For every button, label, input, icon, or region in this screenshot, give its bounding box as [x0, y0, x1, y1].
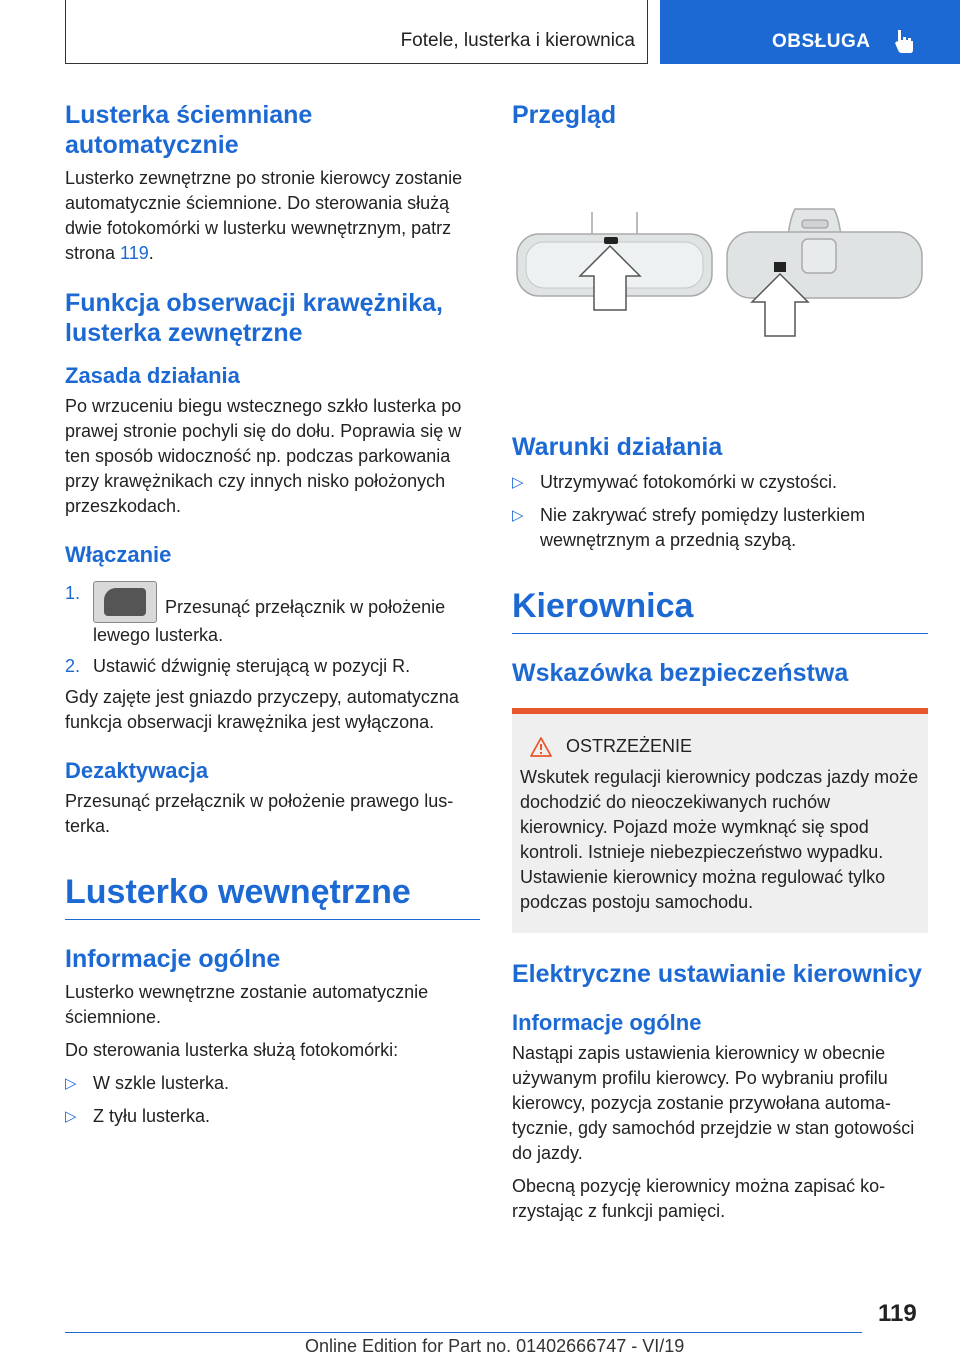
footer-edition: Online Edition for Part no. 01402666747 - VI/19 [305, 1336, 685, 1356]
warning-triangle-icon [530, 737, 552, 757]
right-column [512, 100, 928, 1224]
page-number: 119 [878, 1300, 917, 1327]
photocell-rear-icon [774, 262, 786, 272]
paragraph-memory-function: Obecną pozycję kierownicy można zapisać korzystając z funkcji pamięci. [512, 1176, 886, 1221]
subheading-general-info: Informacje ogólne [512, 1010, 702, 1035]
paragraph-principle: Po wrzuceniu biegu wstecznego szkło lusterka po prawej stronie pochyli się do dołu. Poprawia się w ten sposób widoczność np. podczas parkowania przy krawężnikach czy innych nisko położonych przeszkodach. [65, 396, 462, 516]
hand-pointer-icon [892, 28, 916, 54]
left-column [65, 100, 480, 1129]
warning-title: OSTRZEŻENIE [530, 736, 920, 757]
paragraph-profile-storage: Nastąpi zapis ustawienia kierownicy w obecnie używanym profilu kierowcy. Po wybraniu profilu kierowcy, pozycja zostanie przywołana automatycznie, gdy samochód przejdzie w stan gotowości do jazdy. [512, 1043, 915, 1163]
chapter-heading-wrap [65, 871, 480, 920]
heading-general-info: Informacje ogólne [65, 945, 281, 973]
header-frame [65, 0, 648, 64]
footer-divider [65, 1332, 862, 1333]
page-link[interactable]: 119 [120, 243, 149, 263]
list-item: ▷ Utrzymywać fotokomórki w czystości. [512, 470, 928, 495]
paragraph-deactivation: Przesunąć przełącznik w położenie prawego lusterka. [65, 791, 454, 836]
heading-safety-note: Wskazówka bezpieczeństwa [512, 659, 849, 687]
list-item: ▷ W szkle lusterka. [65, 1071, 480, 1096]
heading-curb-monitoring: Funkcja obserwacji krawężnika, lusterka zewnętrzne [65, 289, 443, 347]
list-item: ▷ Z tyłu lusterka. [65, 1104, 480, 1129]
warning-text: Wskutek regulacji kierownicy podczas jazdy może dochodzić do nieoczekiwanych ruchów kierownicy. Pojazd może wymknąć się spod kontroli. Istnieje niebezpieczeństwo wypadku. Ustawienie kierownicy można regulować tylko podczas postoju samochodu. [520, 767, 919, 912]
chapter-heading-wrap [512, 585, 928, 634]
photocell-front-icon [604, 237, 618, 244]
mirror-switch-icon [93, 581, 157, 623]
subheading-principle: Zasada działania [65, 363, 240, 388]
triangle-bullet-icon: ▷ [512, 474, 524, 491]
triangle-bullet-icon: ▷ [512, 507, 524, 524]
triangle-bullet-icon: ▷ [65, 1108, 77, 1125]
paragraph-auto-dimming: Lusterko zewnętrzne po stronie kierowcy zostanie automatycznie ściemnione. Do sterowania służą dwie fotokomórki w lusterku wewnętrznym, patrz strona 119. [65, 168, 463, 263]
subheading-activation: Włączanie [65, 542, 172, 567]
chapter-title: Fotele, lusterka i kierownica [400, 30, 635, 51]
mirror-illustration [512, 134, 928, 394]
paragraph-interior-auto: Lusterko wewnętrzne zostanie automatycznie ściemnione. [65, 982, 429, 1027]
paragraph-photocells: Do sterowania lusterka służą fotokomórki: [65, 1040, 399, 1060]
heading-interior-mirror: Lusterko wewnętrzne [65, 873, 411, 911]
paragraph-trailer-note: Gdy zajęte jest gniazdo przyczepy, automatyczna funkcja obserwacji krawężnika jest wyłączona. [65, 687, 459, 732]
heading-overview: Przegląd [512, 101, 617, 129]
list-item: 1. Przesunąć przełącznik w położenie lewego lusterka. [65, 583, 446, 645]
heading-auto-dimming-mirrors: Lusterka ściemniane automatycznie [65, 101, 313, 159]
warning-box [512, 708, 928, 933]
heading-electric-adjustment: Elektryczne ustawianie kierownicy [512, 960, 922, 988]
heading-steering-wheel: Kierownica [512, 587, 694, 625]
section-tab[interactable] [660, 0, 960, 64]
triangle-bullet-icon: ▷ [65, 1075, 77, 1092]
subheading-deactivation: Dezaktywacja [65, 758, 209, 783]
heading-operating-conditions: Warunki działania [512, 433, 723, 461]
section-tab-label: OBSŁUGA [772, 31, 871, 52]
list-item: 2. Ustawić dźwignię sterującą w pozycji R. [65, 656, 411, 676]
list-item: ▷ Nie zakrywać strefy pomiędzy lusterkiem wewnętrznym a przednią szybą. [512, 503, 928, 553]
